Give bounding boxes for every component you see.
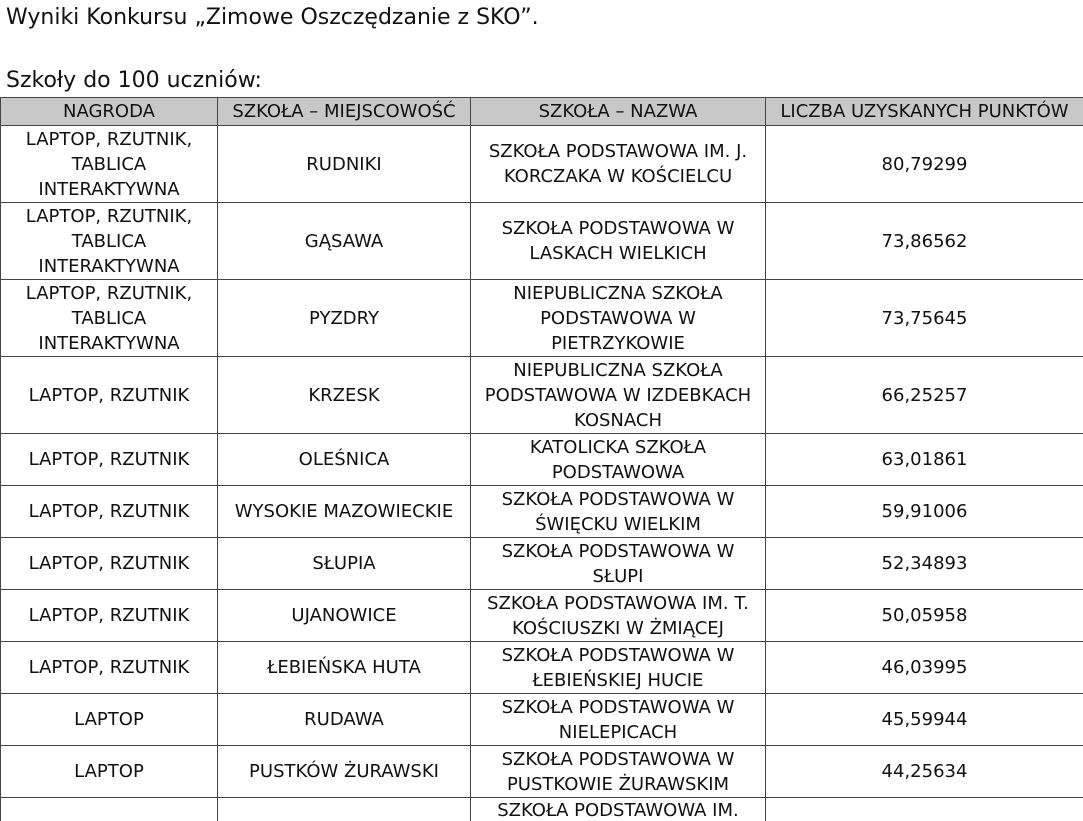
cell-punkty: 73,86562 — [766, 203, 1083, 280]
cell-miejscowosc: OLEŚNICA — [218, 434, 471, 486]
table-row — [1, 746, 1083, 798]
cell-miejscowosc: WYSOKIE MAZOWIECKIE — [218, 486, 471, 538]
header-punkty: LICZBA UZYSKANYCH PUNKTÓW — [766, 98, 1083, 126]
cell-nagroda: LAPTOP, RZUTNIK — [1, 538, 218, 590]
table-row — [1, 694, 1083, 746]
table-row — [1, 434, 1083, 486]
cell-nazwa: SZKOŁA PODSTAWOWA W NIELEPICACH — [471, 694, 766, 746]
cell-punkty: 52,34893 — [766, 538, 1083, 590]
cell-punkty: 45,59944 — [766, 694, 1083, 746]
table-row — [1, 126, 1083, 203]
cell-punkty: 66,25257 — [766, 357, 1083, 434]
table-header-row — [1, 98, 1083, 126]
cell-nagroda: LAPTOP — [1, 694, 218, 746]
cell-miejscowosc: SŁUPIA — [218, 538, 471, 590]
cell-punkty: 73,75645 — [766, 280, 1083, 357]
table-row — [1, 486, 1083, 538]
cell-nagroda: LAPTOP, RZUTNIK — [1, 434, 218, 486]
cell-punkty: 46,03995 — [766, 642, 1083, 694]
cell-miejscowosc: ŁEBIEŃSKA HUTA — [218, 642, 471, 694]
table-row — [1, 538, 1083, 590]
cell-punkty: 44,25634 — [766, 746, 1083, 798]
cell-nagroda: LAPTOP, RZUTNIK — [1, 486, 218, 538]
cell-nazwa: SZKOŁA PODSTAWOWA W PUSTKOWIE ŻURAWSKIM — [471, 746, 766, 798]
cell-nazwa: KATOLICKA SZKOŁA PODSTAWOWA — [471, 434, 766, 486]
header-nagroda: NAGRODA — [1, 98, 218, 126]
cell-nazwa: NIEPUBLICZNA SZKOŁA PODSTAWOWA W PIETRZYKOWIE — [471, 280, 766, 357]
cell-nazwa: SZKOŁA PODSTAWOWA W ŚWIĘCKU WIELKIM — [471, 486, 766, 538]
cell-nagroda: LAPTOP — [1, 746, 218, 798]
table-row — [1, 642, 1083, 694]
cell-nagroda: LAPTOP, RZUTNIK, TABLICA INTERAKTYWNA — [1, 203, 218, 280]
table-row — [1, 798, 1083, 821]
cell-nagroda: LAPTOP, RZUTNIK, TABLICA INTERAKTYWNA — [1, 126, 218, 203]
cell-nazwa: SZKOŁA PODSTAWOWA W ŁEBIEŃSKIEJ HUCIE — [471, 642, 766, 694]
cell-nazwa: NIEPUBLICZNA SZKOŁA PODSTAWOWA W IZDEBKACH KOSNACH — [471, 357, 766, 434]
cell-nazwa: SZKOŁA PODSTAWOWA IM. T. KOŚCIUSZKI W ŻMIĄCEJ — [471, 590, 766, 642]
cell-miejscowosc: RUDNIKI — [218, 126, 471, 203]
table-row — [1, 590, 1083, 642]
header-miejscowosc: SZKOŁA – MIEJSCOWOŚĆ — [218, 98, 471, 126]
cell-miejscowosc — [218, 798, 471, 821]
cell-nagroda: LAPTOP, RZUTNIK, TABLICA INTERAKTYWNA — [1, 280, 218, 357]
cell-miejscowosc: RUDAWA — [218, 694, 471, 746]
document-title: Wyniki Konkursu „Zimowe Oszczędzanie z SKO”. — [6, 5, 539, 30]
cell-nazwa: SZKOŁA PODSTAWOWA W LASKACH WIELKICH — [471, 203, 766, 280]
cell-miejscowosc: UJANOWICE — [218, 590, 471, 642]
results-table — [0, 97, 1083, 821]
cell-nazwa: SZKOŁA PODSTAWOWA IM. J. KORCZAKA W KOŚCIELCU — [471, 126, 766, 203]
cell-nagroda — [1, 798, 218, 821]
cell-punkty: 50,05958 — [766, 590, 1083, 642]
cell-punkty: 59,91006 — [766, 486, 1083, 538]
table-row — [1, 203, 1083, 280]
table-row — [1, 280, 1083, 357]
cell-miejscowosc: KRZESK — [218, 357, 471, 434]
table-row — [1, 357, 1083, 434]
cell-nazwa: SZKOŁA PODSTAWOWA IM. — [471, 798, 766, 821]
cell-nagroda: LAPTOP, RZUTNIK — [1, 357, 218, 434]
cell-miejscowosc: GĄSAWA — [218, 203, 471, 280]
header-nazwa: SZKOŁA – NAZWA — [471, 98, 766, 126]
cell-punkty — [766, 798, 1083, 821]
cell-nagroda: LAPTOP, RZUTNIK — [1, 590, 218, 642]
cell-miejscowosc: PUSTKÓW ŻURAWSKI — [218, 746, 471, 798]
cell-nazwa: SZKOŁA PODSTAWOWA W SŁUPI — [471, 538, 766, 590]
cell-miejscowosc: PYZDRY — [218, 280, 471, 357]
cell-punkty: 63,01861 — [766, 434, 1083, 486]
cell-punkty: 80,79299 — [766, 126, 1083, 203]
cell-nagroda: LAPTOP, RZUTNIK — [1, 642, 218, 694]
section-title: Szkoły do 100 uczniów: — [6, 68, 262, 93]
